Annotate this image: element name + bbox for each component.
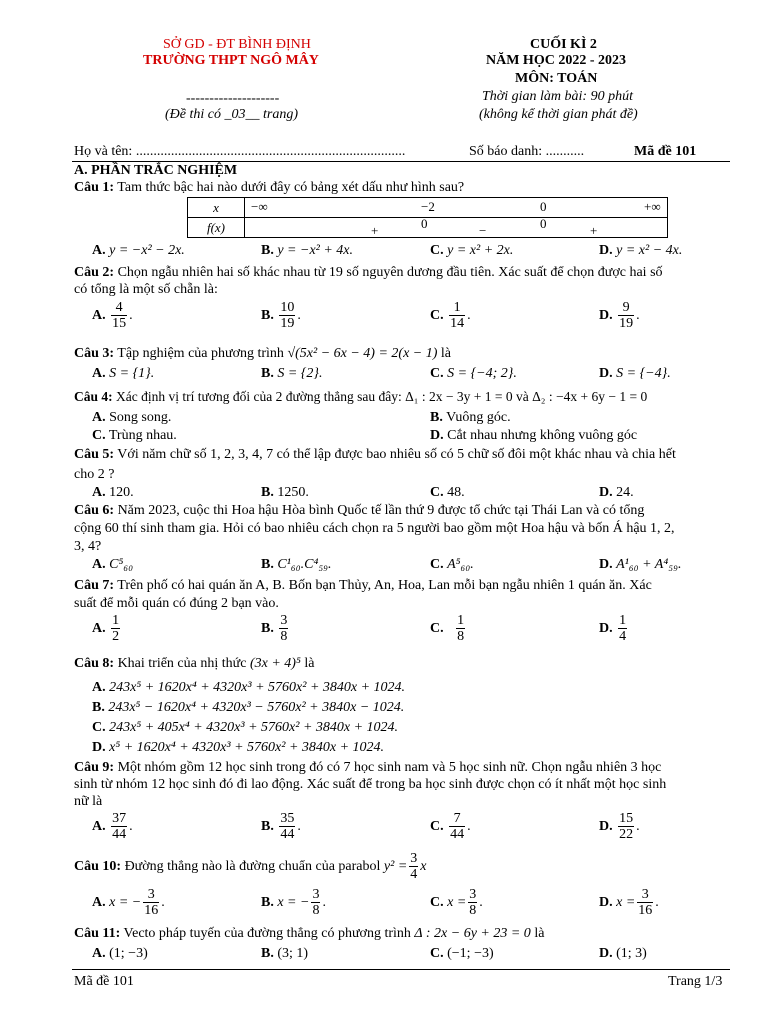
pages-note: (Đề thi có _03__ trang) xyxy=(165,107,298,122)
answer-b[interactable] xyxy=(261,366,323,382)
answer-c[interactable] xyxy=(430,557,474,573)
answer-b[interactable] xyxy=(92,700,404,716)
answer-d[interactable]: D. $\frac{15}{22}$ . xyxy=(599,811,640,843)
denominator: 14 xyxy=(450,316,465,332)
answer-letter: C. xyxy=(430,895,444,911)
answer-a[interactable] xyxy=(92,557,133,573)
numerator: 3 xyxy=(143,887,159,903)
answer-letter: B. xyxy=(430,410,443,425)
answer-letter: D. xyxy=(599,819,613,835)
fraction xyxy=(618,811,634,843)
question-label: Câu 10: xyxy=(74,859,122,875)
answer-letter: D. xyxy=(430,428,444,443)
answer-letter: B. xyxy=(261,485,274,500)
answer-letter: C. xyxy=(430,946,444,961)
answer-letter: B. xyxy=(261,366,274,381)
answer-c[interactable] xyxy=(430,946,494,962)
answer-b[interactable] xyxy=(261,485,309,501)
school-name: TRƯỜNG THPT NGÔ MÂY xyxy=(143,53,319,68)
page-number: Trang 1/3 xyxy=(668,974,723,989)
answer-letter: B. xyxy=(261,308,274,324)
exam-title: CUỐI KÌ 2 xyxy=(530,37,597,52)
sign-zero: 0 xyxy=(421,216,428,231)
section-title: A. PHẦN TRẮC NGHIỆM xyxy=(74,163,238,178)
numerator: 15 xyxy=(619,811,634,826)
answer-letter: D. xyxy=(92,740,106,755)
equation: √(5x² − 6x − 4) = 2(x − 1) xyxy=(287,346,438,361)
answer-text: (1; 3) xyxy=(616,946,647,961)
answer-a[interactable] xyxy=(92,485,134,501)
fraction xyxy=(449,300,465,332)
answer-text: Cắt nhau nhưng không vuông góc xyxy=(447,428,638,443)
answer-c[interactable] xyxy=(92,720,398,736)
fraction xyxy=(449,811,465,843)
denominator: 8 xyxy=(469,903,477,919)
neg-infinity: −∞ xyxy=(251,199,268,214)
answer-letter: D. xyxy=(599,308,613,324)
answer-b[interactable]: B. x = − $\frac{3}{8}$ . xyxy=(261,887,326,919)
fraction xyxy=(409,851,418,883)
question-7 xyxy=(74,578,652,594)
fraction xyxy=(279,811,295,843)
fraction xyxy=(637,887,653,919)
answer-c[interactable]: C. $\frac{7}{44}$ . xyxy=(430,811,471,843)
answer-a[interactable] xyxy=(92,243,185,259)
answer-letter: A. xyxy=(92,308,106,324)
answer-letter: D. xyxy=(599,243,613,258)
numerator: 1 xyxy=(457,613,465,628)
question-8 xyxy=(74,656,314,672)
question-label: Câu 1: xyxy=(74,180,115,195)
answer-letter: A. xyxy=(92,243,106,258)
fraction xyxy=(111,613,120,645)
question-text: Một nhóm gồm 12 học sinh trong đó có 7 học sinh nam và 5 học sinh nữ. Chọn ngẫu nhiên 3 học xyxy=(114,760,662,775)
numerator: 3 xyxy=(312,887,320,902)
question-text: Vecto pháp tuyến của đường thẳng có phương trình xyxy=(120,926,415,941)
answer-a[interactable] xyxy=(92,366,154,382)
answer-prefix: x = − xyxy=(109,895,142,911)
answer-text: C¹₆₀.C⁴₅₉. xyxy=(277,557,332,572)
numerator: 35 xyxy=(280,811,295,826)
id-field: Số báo danh: ........... xyxy=(469,144,585,159)
answer-prefix: x = − xyxy=(277,895,310,911)
answer-d[interactable]: D. x = $\frac{3}{16}$ . xyxy=(599,887,659,919)
answer-c[interactable] xyxy=(430,366,517,382)
denominator: 2 xyxy=(112,629,120,645)
question-4 xyxy=(74,389,647,405)
answer-letter: D. xyxy=(599,946,613,961)
numerator: 10 xyxy=(280,300,295,315)
answer-text: x⁵ + 1620x⁴ + 4320x³ + 5760x² + 3840x + 1024. xyxy=(109,740,385,755)
answer-c[interactable] xyxy=(430,613,467,645)
answer-text: (3; 1) xyxy=(277,946,309,961)
school-year: NĂM HỌC 2022 - 2023 xyxy=(486,53,626,68)
answer-c[interactable] xyxy=(92,428,177,444)
question-9 xyxy=(74,760,661,776)
numerator: 1 xyxy=(112,613,120,628)
answer-b[interactable]: B. $\frac{35}{44}$ . xyxy=(261,811,301,843)
question-11 xyxy=(74,926,544,942)
answer-letter: B. xyxy=(92,700,105,715)
question-text-line3: nữ là xyxy=(74,794,103,809)
answer-text: Vuông góc. xyxy=(446,410,511,425)
fraction xyxy=(618,300,634,332)
denominator: 22 xyxy=(619,827,634,843)
answer-text: S = {1}. xyxy=(109,366,155,381)
question-text-line2: suất để mỗi quán có đúng 2 bạn vào. xyxy=(74,596,279,611)
answer-d[interactable] xyxy=(92,740,384,756)
numerator: 1 xyxy=(449,300,465,316)
answer-d[interactable]: D. $\frac{9}{19}$ . xyxy=(599,300,640,332)
numerator: 3 xyxy=(280,613,288,628)
answer-text: 243x⁵ − 1620x⁴ + 4320x³ − 5760x² + 3840x − 1024. xyxy=(108,700,405,715)
question-label: Câu 11: xyxy=(74,926,121,941)
fraction xyxy=(279,613,288,645)
answer-b[interactable] xyxy=(261,613,290,645)
answer-a[interactable] xyxy=(92,946,148,962)
question-text: Tam thức bậc hai nào dưới đây có bảng xét dấu như hình sau? xyxy=(114,180,465,195)
fraction xyxy=(111,811,127,843)
answer-letter: A. xyxy=(92,680,106,695)
question-text: Với năm chữ số 1, 2, 3, 4, 7 có thể lập được bao nhiêu số có 5 chữ số đôi một khác nhau và chia hết xyxy=(114,447,676,462)
question-tail: là xyxy=(530,926,545,941)
numerator: 1 xyxy=(619,613,627,628)
answer-letter: C. xyxy=(92,428,106,443)
denominator: 4 xyxy=(410,867,418,883)
fraction xyxy=(143,887,159,919)
fraction xyxy=(279,300,295,332)
answer-a[interactable] xyxy=(92,680,405,696)
answer-text: 243x⁵ + 1620x⁴ + 4320x³ + 5760x² + 3840x + 1024. xyxy=(109,680,406,695)
answer-b[interactable] xyxy=(261,243,353,259)
question-1 xyxy=(74,180,464,196)
question-label: Câu 3: xyxy=(74,346,115,361)
answer-b[interactable] xyxy=(261,557,332,573)
time-note: (không kể thời gian phát đề) xyxy=(479,107,638,122)
pos-infinity: +∞ xyxy=(644,199,661,214)
numerator: 37 xyxy=(112,811,127,826)
answer-letter: A. xyxy=(92,819,106,835)
question-text: Tập nghiệm của phương trình xyxy=(114,346,288,361)
answer-text: 24. xyxy=(616,485,634,500)
tick-minus-2: −2 xyxy=(421,199,435,214)
sign-table-x-header: x xyxy=(188,198,245,218)
equation: (3x + 4)⁵ xyxy=(249,656,301,671)
question-text: Trên phố có hai quán ăn A, B. Bốn bạn Thủy, An, Hoa, Lan mỗi bạn ngẫu nhiên 1 quán ăn. Xác xyxy=(114,578,652,593)
question-label: Câu 9: xyxy=(74,760,115,775)
question-text: Khai triển của nhị thức xyxy=(114,656,250,671)
answer-b[interactable] xyxy=(261,946,308,962)
question-label: Câu 4: xyxy=(74,389,113,404)
sign-plus: + xyxy=(371,223,379,238)
question-label: Câu 5: xyxy=(74,447,115,462)
denominator: 44 xyxy=(450,827,465,843)
sign-table-x-row xyxy=(245,198,668,218)
answer-letter: C. xyxy=(92,720,106,735)
answer-c[interactable]: C. x = $\frac{3}{8}$ . xyxy=(430,887,483,919)
answer-text: y = −x² + 4x. xyxy=(277,243,354,258)
denominator: 44 xyxy=(112,827,127,843)
answer-text: Song song. xyxy=(109,410,172,425)
answer-letter: D. xyxy=(599,621,613,637)
numerator: 9 xyxy=(618,300,634,316)
answer-b[interactable]: B. $\frac{10}{19}$ . xyxy=(261,300,301,332)
answer-text: 48. xyxy=(447,485,465,500)
equation-left: y² = xyxy=(383,859,408,875)
footer-code: Mã đề 101 xyxy=(74,974,134,989)
answer-a[interactable] xyxy=(92,410,171,426)
answer-letter: B. xyxy=(261,819,274,835)
fraction xyxy=(111,300,127,332)
sign-table xyxy=(187,197,668,238)
equation-right: x xyxy=(420,859,427,875)
answer-text: y = x² − 4x. xyxy=(616,243,683,258)
question-text-line3: 3, 4? xyxy=(74,539,102,554)
denominator: 19 xyxy=(280,316,295,332)
answer-letter: C. xyxy=(430,621,444,637)
fraction xyxy=(311,887,320,919)
answer-letter: C. xyxy=(430,819,444,835)
answer-letter: A. xyxy=(92,366,106,381)
exam-code: Mã đề 101 xyxy=(634,144,697,159)
denominator: 44 xyxy=(280,827,295,843)
fraction xyxy=(456,613,465,645)
footer-rule xyxy=(72,969,730,970)
answer-letter: A. xyxy=(92,557,106,572)
numerator: 3 xyxy=(469,887,477,902)
question-label: Câu 8: xyxy=(74,656,115,671)
denominator: 16 xyxy=(144,903,159,919)
numerator: 7 xyxy=(449,811,465,827)
answer-d[interactable] xyxy=(599,485,634,501)
answer-text: C⁵₆₀ xyxy=(109,557,134,572)
answer-text: (−1; −3) xyxy=(447,946,494,961)
question-text: Xác định vị trí tương đối của 2 đường thẳng sau đây: Δ₁ : 2x − 3y + 1 = 0 và Δ₂ : −4x + 6y − 1 = 0 xyxy=(112,389,648,404)
denominator: 19 xyxy=(619,316,634,332)
answer-letter: C. xyxy=(430,485,444,500)
equation: Δ : 2x − 6y + 23 = 0 xyxy=(414,926,531,941)
answer-text: 243x⁵ + 405x⁴ + 4320x³ + 5760x² + 3840x + 1024. xyxy=(109,720,399,735)
answer-text: S = {2}. xyxy=(277,366,323,381)
answer-letter: B. xyxy=(261,621,274,637)
header-dashes: -------------------- xyxy=(186,91,280,106)
answer-text: 120. xyxy=(109,485,134,500)
fraction xyxy=(468,887,477,919)
question-text: Đường thẳng nào là đường chuẩn của parabol xyxy=(121,859,384,875)
name-field: Họ và tên: ............................................................................. xyxy=(74,144,406,159)
answer-letter: D. xyxy=(599,895,613,911)
question-5 xyxy=(74,447,676,463)
answer-d[interactable] xyxy=(599,366,671,382)
answer-d[interactable] xyxy=(599,613,629,645)
answer-d[interactable] xyxy=(599,243,682,259)
answer-letter: B. xyxy=(261,243,274,258)
denominator: 8 xyxy=(280,629,288,645)
question-10 xyxy=(74,851,427,883)
answer-letter: B. xyxy=(261,557,274,572)
denominator: 8 xyxy=(457,629,465,645)
question-text-line2: cộng 60 thí sinh tham gia. Hỏi có bao nhiêu cách chọn ra 5 người bao gồm một Hoa hậu và bốn Á hậu 1, 2, xyxy=(74,521,675,536)
answer-text: S = {−4}. xyxy=(616,366,671,381)
question-tail: là xyxy=(300,656,315,671)
answer-c[interactable]: C. $\frac{1}{14}$ . xyxy=(430,300,471,332)
answer-prefix: x = xyxy=(616,895,636,911)
answer-letter: B. xyxy=(261,895,274,911)
answer-text: y = x² + 2x. xyxy=(447,243,514,258)
denominator: 15 xyxy=(112,316,127,332)
question-text: Năm 2023, cuộc thi Hoa hậu Hòa bình Quốc tế lần thứ 9 được tổ chức tại Thái Lan và có tổng xyxy=(114,503,645,518)
question-text-line2: sinh từ nhóm 12 học sinh đó đi lao động. Xác suất để trong ba học sinh được chọn có ít nhất một học sinh xyxy=(74,777,667,792)
answer-a[interactable] xyxy=(92,613,122,645)
numerator: 3 xyxy=(410,851,418,866)
answer-text: y = −x² − 2x. xyxy=(109,243,185,258)
question-6 xyxy=(74,503,644,519)
answer-letter: D. xyxy=(599,366,613,381)
question-tail: là xyxy=(437,346,452,361)
answer-letter: A. xyxy=(92,621,106,637)
question-text-line2: có tổng là một số chẵn là: xyxy=(74,282,218,297)
sign-zero: 0 xyxy=(540,216,547,231)
sign-minus: − xyxy=(479,223,487,238)
answer-a[interactable]: A. $\frac{4}{15}$ . xyxy=(92,300,133,332)
answer-d[interactable] xyxy=(430,428,637,444)
time-limit: Thời gian làm bài: 90 phút xyxy=(482,89,633,104)
answer-letter: C. xyxy=(430,308,444,324)
answer-text: (1; −3) xyxy=(109,946,148,961)
answer-letter: A. xyxy=(92,946,106,961)
question-3 xyxy=(74,346,451,362)
answer-letter: C. xyxy=(430,557,444,572)
fraction xyxy=(618,613,627,645)
answer-text: S = {−4; 2}. xyxy=(447,366,517,381)
numerator: 3 xyxy=(637,887,653,903)
question-text-line2: cho 2 ? xyxy=(74,467,115,482)
answer-text: 1250. xyxy=(277,485,309,500)
numerator: 4 xyxy=(111,300,127,316)
answer-d[interactable] xyxy=(599,557,681,573)
subject: MÔN: TOÁN xyxy=(515,71,598,86)
tick-zero: 0 xyxy=(540,199,547,214)
question-2 xyxy=(74,265,663,281)
answer-letter: C. xyxy=(430,366,444,381)
denominator: 8 xyxy=(312,903,320,919)
sign-table-fx-row xyxy=(245,218,668,238)
answer-letter: A. xyxy=(92,485,106,500)
answer-letter: A. xyxy=(92,410,106,425)
dept-name: SỞ GD - ĐT BÌNH ĐỊNH xyxy=(163,37,311,52)
answer-text: A⁵₆₀. xyxy=(447,557,474,572)
answer-letter: B. xyxy=(261,946,274,961)
answer-prefix: x = xyxy=(447,895,467,911)
answer-a[interactable]: A. $\frac{37}{44}$ . xyxy=(92,811,133,843)
question-label: Câu 2: xyxy=(74,265,115,280)
answer-c[interactable] xyxy=(430,243,513,259)
sign-table-fx-header: f(x) xyxy=(188,218,245,238)
answer-c[interactable] xyxy=(430,485,465,501)
answer-d[interactable] xyxy=(599,946,647,962)
sign-plus: + xyxy=(590,223,598,238)
answer-letter: A. xyxy=(92,895,106,911)
answer-text: Trùng nhau. xyxy=(108,428,177,443)
denominator: 16 xyxy=(638,903,653,919)
answer-b[interactable] xyxy=(430,410,511,426)
denominator: 4 xyxy=(619,629,627,645)
answer-letter: D. xyxy=(599,557,613,572)
question-label: Câu 6: xyxy=(74,503,115,518)
answer-letter: D. xyxy=(599,485,613,500)
answer-letter: C. xyxy=(430,243,444,258)
header-rule xyxy=(72,161,730,162)
answer-text: A¹₆₀ + A⁴₅₉. xyxy=(616,557,682,572)
answer-a[interactable]: A. x = − $\frac{3}{16}$ . xyxy=(92,887,165,919)
question-text: Chọn ngẫu nhiên hai số khác nhau từ 19 số nguyên dương đầu tiên. Xác suất để chọn được hai số xyxy=(114,265,663,280)
question-label: Câu 7: xyxy=(74,578,115,593)
